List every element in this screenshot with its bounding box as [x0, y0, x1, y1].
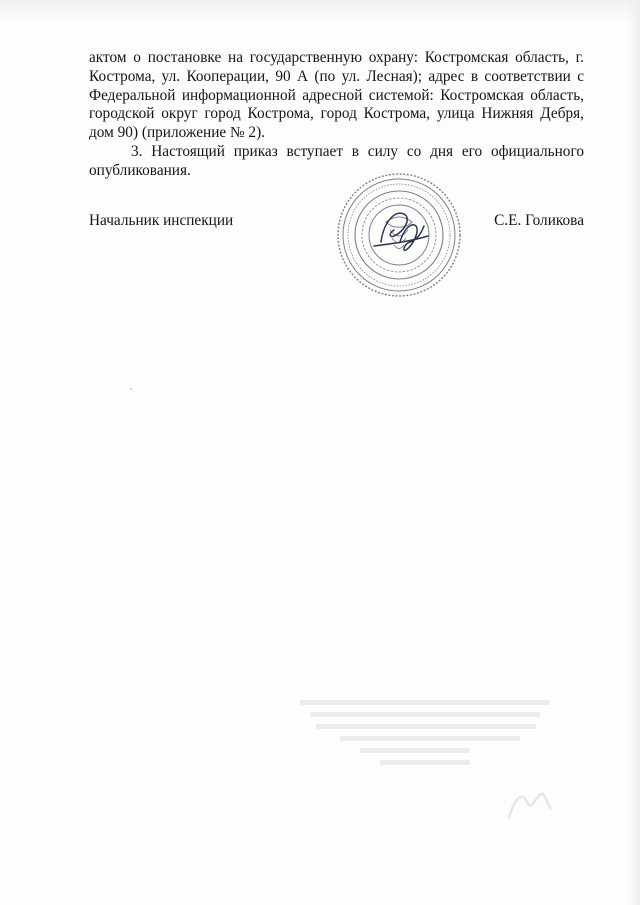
signatory-name: С.Е. Голикова: [494, 212, 584, 229]
scan-shadow-top: [0, 0, 640, 22]
document-body: [89, 49, 584, 181]
signatory-title: Начальник инспекции: [89, 212, 234, 229]
paragraph-continuation: актом о постановке на государственную охрану: Костромская область, г. Кострома, ул. Кооперации, 90 А (по ул. Лесная); адрес в соответствии с Федеральной информационной адресной системой: Костромская область, городской округ город Кострома, город Кострома, улица Нижняя Дебря, дом 90) (приложение № 2).: [89, 49, 584, 142]
faint-signature-icon: [505, 788, 555, 824]
faint-registration-stamp: [300, 700, 580, 830]
signature-block: [89, 212, 584, 236]
scan-shadow-right: [626, 0, 640, 905]
paragraph-item-3: 3. Настоящий приказ вступает в силу со дня его официального опубликования.: [89, 142, 584, 179]
scan-speck: [130, 388, 132, 390]
